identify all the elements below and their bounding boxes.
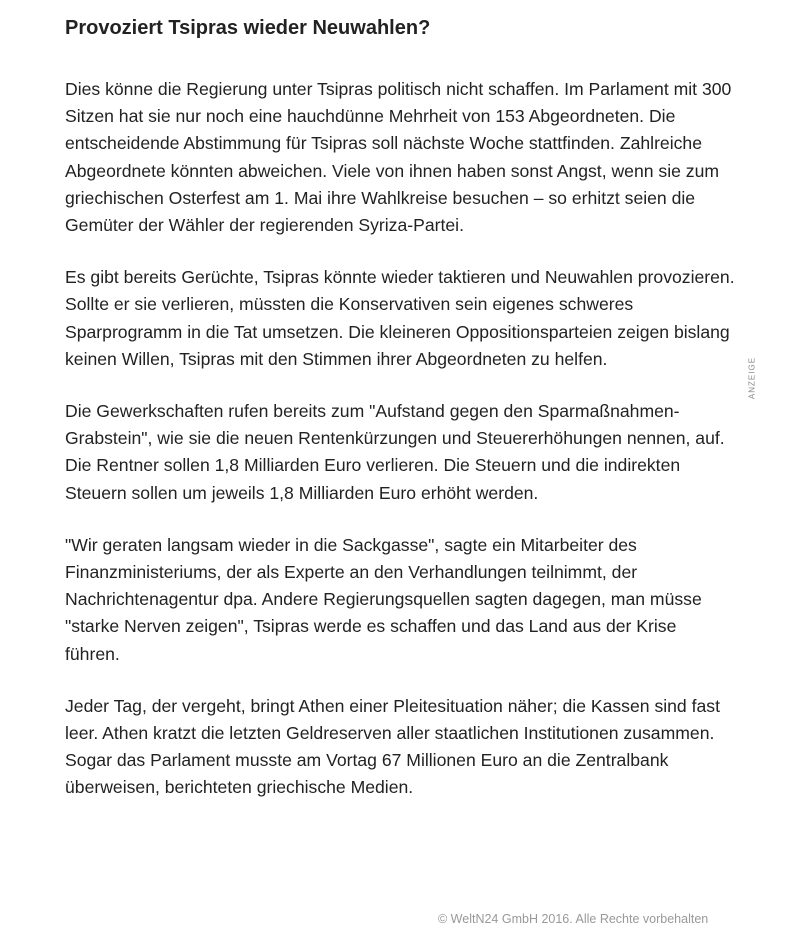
ad-label: ANZEIGE — [747, 356, 757, 400]
article-paragraph: Dies könne die Regierung unter Tsipras politisch nicht schaffen. Im Parlament mit 300 Sitzen hat sie nur noch eine hauchdünne Mehrheit von 153 Abgeordneten. Die entscheidende Abstimmung für Tsipras soll nächste Woche stattfinden. Zahlreiche Abgeordnete könnten abweichen. Viele von ihnen haben sonst Angst, wenn sie zum griechischen Osterfest am 1. Mai ihre Wahlkreise besuchen – so erhitzt seien die Gemüter der Wähler der regierenden Syriza-Partei. — [65, 79, 732, 236]
article — [65, 14, 735, 827]
article-headline: Provoziert Tsipras wieder Neuwahlen? — [65, 17, 431, 39]
article-paragraph: Die Gewerkschaften rufen bereits zum "Aufstand gegen den Sparmaßnahmen-Grabstein", wie sie die neuen Rentenkürzungen und Steuererhöhungen nennen, auf. Die Rentner sollen 1,8 Milliarden Euro verlieren. Die Steuern und die indirekten Steuern sollen um jeweils 1,8 Milliarden Euro erhöht werden. — [65, 401, 725, 503]
article-paragraph: "Wir geraten langsam wieder in die Sackgasse", sagte ein Mitarbeiter des Finanzministeriums, der als Experte an den Verhandlungen teilnimmt, der Nachrichtenagentur dpa. Andere Regierungsquellen sagten dagegen, man müsse "starke Nerven zeigen", Tsipras werde es schaffen und das Land aus der Krise führen. — [65, 534, 702, 664]
article-paragraph: Jeder Tag, der vergeht, bringt Athen einer Pleitesituation näher; die Kassen sind fast leer. Athen kratzt die letzten Geldreserven aller staatlichen Institutionen zusammen. Sogar das Parlament musste am Vortag 67 Millionen Euro an die Zentralbank überweisen, berichteten griechische Medien. — [65, 695, 720, 798]
article-paragraph: Es gibt bereits Gerüchte, Tsipras könnte wieder taktieren und Neuwahlen provozieren. Sollte er sie verlieren, müssten die Konservativen sein eigenes schweres Sparprogramm in die Tat umsetzen. Die kleineren Oppositionsparteien zeigen bislang keinen Willen, Tsipras mit den Stimmen ihrer Abgeordneten zu helfen. — [65, 267, 735, 369]
copyright-notice: © WeltN24 GmbH 2016. Alle Rechte vorbehalten — [438, 912, 709, 926]
